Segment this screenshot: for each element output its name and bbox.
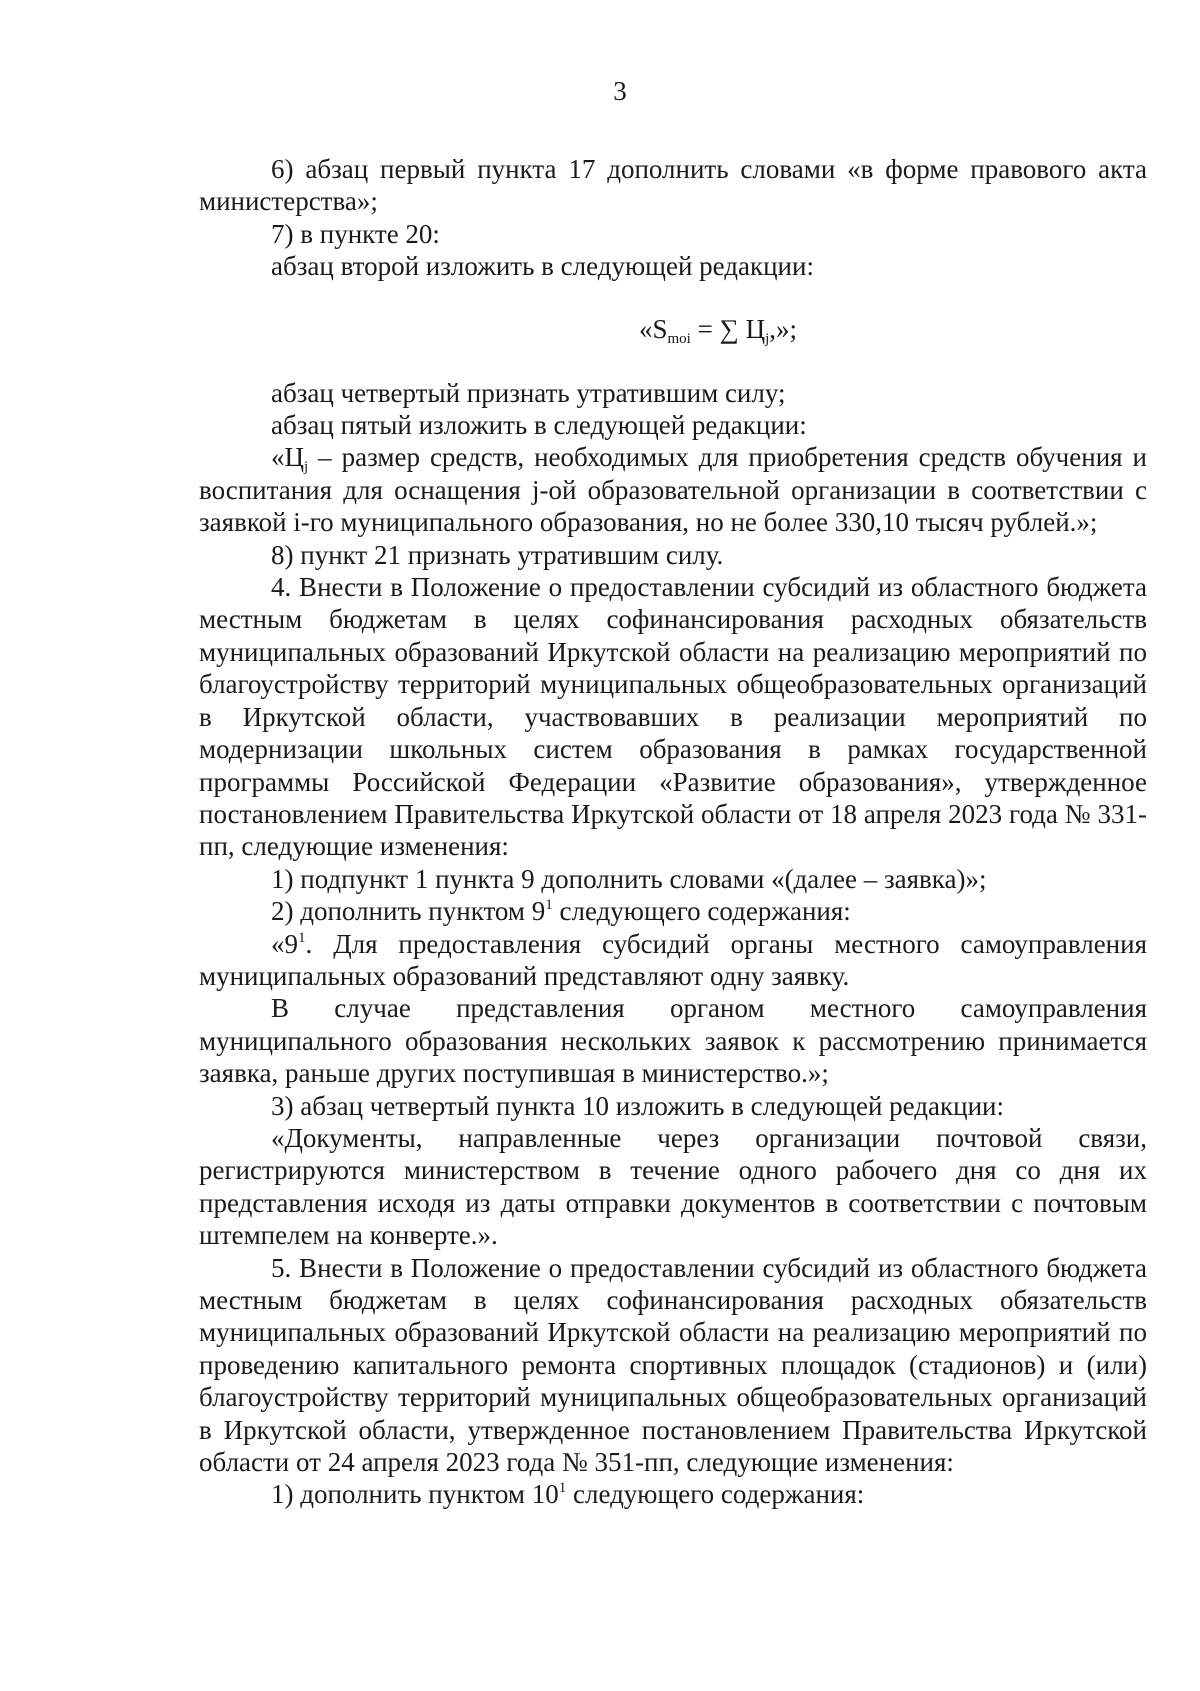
paragraph-abzac-vtoroy: абзац второй изложить в следующей редакции: [271, 251, 814, 282]
paragraph-multiple-applications: В случае представления органом местного самоуправления муниципального образования нескольких заявок к рассмотрению принимается заявка, раньше других поступившая в министерство.»; [199, 993, 1147, 1089]
paragraph-postal-documents: «Документы, направленные через организации почтовой связи, регистрируются министерством в течение одного рабочего дня со дня их представления исходя из даты отправки документов в соответствии с почтовым штемпелем на конверте.». [199, 1122, 1147, 1251]
paragraph-item-8: 8) пункт 21 признать утратившим силу. [271, 539, 724, 570]
paragraph-cj-definition [199, 441, 1147, 538]
formula-sub-moi: moi [667, 330, 691, 347]
paragraph-abzac-chetvertyy: абзац четвертый признать утратившим силу; [271, 377, 786, 408]
s4-item2-sup: 1 [545, 897, 553, 914]
paragraph-section-4: 4. Внести в Положение о предоставлении субсидий из областного бюджета местным бюджетам в целях софинансирования расходных обязательств муниципальных образований Иркутской области на реализацию мероприятий по благоустройству территорий муниципальных общеобразовательных организаций в Иркутской области, участвовавших в реализации мероприятий по модернизации школьных систем образования в рамках государственной программы Российской Федерации «Развитие образования», утвержденное постановлением Правительства Иркутской области от 18 апреля 2023 года № 331-пп, следующие изменения: [199, 572, 1147, 862]
formula-open: «S [638, 313, 668, 344]
cj-rest: – размер средств, необходимых для приобретения средств обучения и воспитания для оснащения j-ой образовательной организации в соответствии с заявкой i-го муниципального образования, но не более 330,10 тысяч рублей.»; [199, 442, 1147, 538]
p91-sup: 1 [298, 929, 306, 946]
s4-item2-after: следующего содержания: [552, 896, 851, 927]
paragraph-abzac-pyatyy: абзац пятый изложить в следующей редакции: [271, 410, 807, 441]
formula-sub-j: j [765, 330, 770, 347]
paragraph-s4-item-3: 3) абзац четвертый пункта 10 изложить в следующей редакции: [271, 1090, 1004, 1121]
paragraph-s4-item-1: 1) подпункт 1 пункта 9 дополнить словами «(далее – заявка)»; [271, 863, 987, 894]
formula-close: ,»; [769, 313, 798, 344]
paragraph-s4-item-2 [199, 895, 1147, 927]
s5-item1-before: 1) дополнить пунктом 10 [271, 1479, 559, 1510]
paragraph-s5-item-1 [199, 1478, 1147, 1510]
s5-item1-sup: 1 [558, 1480, 567, 1497]
cj-sub: j [304, 459, 309, 476]
cj-open: «Ц [271, 442, 304, 473]
p91-after: . Для предоставления субсидий органы местного самоуправления муниципальных образований представляют одну заявку. [199, 928, 1147, 991]
p91-before: «9 [271, 928, 298, 959]
paragraph-point-9-1 [199, 928, 1147, 993]
document-body [199, 153, 1147, 1511]
s4-item2-before: 2) дополнить пунктом 9 [271, 896, 546, 927]
paragraph-item-7: 7) в пункте 20: [271, 218, 440, 249]
paragraph-section-5: 5. Внести в Положение о предоставлении субсидий из областного бюджета местным бюджетам в целях софинансирования расходных обязательств муниципальных образований Иркутской области на реализацию мероприятий по проведению капитального ремонта спортивных площадок (стадионов) и (или) благоустройству территорий муниципальных общеобразовательных организаций в Иркутской области, утвержденное постановлением Правительства Иркутской области от 24 апреля 2023 года № 351-пп, следующие изменения: [199, 1252, 1147, 1478]
s5-item1-after: следующего содержания: [566, 1479, 865, 1510]
paragraph-item-6: 6) абзац первый пункта 17 дополнить словами «в форме правового акта министерства»; [199, 154, 1147, 217]
formula-mid: = ∑ Ц [690, 313, 766, 344]
page-number: 3 [613, 76, 627, 106]
formula-smoi [199, 309, 1147, 349]
